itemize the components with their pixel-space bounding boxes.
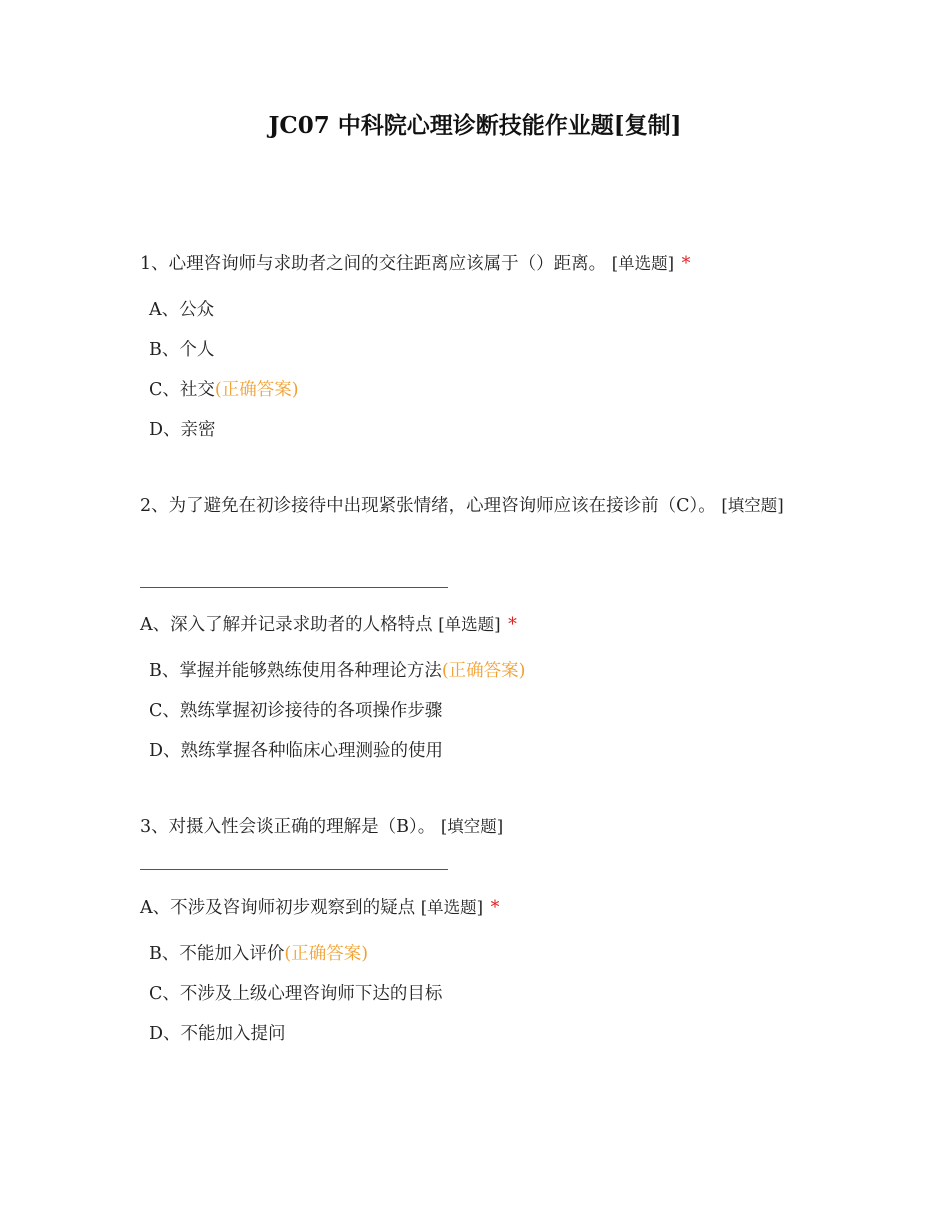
question-2b-text: A、深入了解并记录求助者的人格特点 bbox=[140, 615, 433, 635]
question-1 bbox=[140, 249, 812, 279]
question-1-option-a: A、公众 bbox=[149, 300, 215, 320]
question-2-answer-blank bbox=[140, 587, 448, 588]
question-2b-option-c: C、熟练掌握初诊接待的各项操作步骤 bbox=[149, 701, 443, 721]
question-1-type-tag: [单选题] bbox=[611, 254, 675, 273]
question-2 bbox=[140, 491, 812, 521]
required-mark: * bbox=[681, 254, 691, 274]
question-1-option-d: D、亲密 bbox=[149, 420, 216, 440]
required-mark: * bbox=[490, 898, 500, 918]
question-3b-option-b bbox=[149, 942, 368, 966]
question-2b bbox=[140, 610, 812, 640]
correct-answer-label: (正确答案) bbox=[284, 944, 369, 964]
question-3b bbox=[140, 893, 812, 923]
required-mark: * bbox=[508, 615, 517, 635]
question-3 bbox=[140, 812, 812, 842]
question-3b-type-tag: [单选题] bbox=[420, 898, 484, 917]
question-2b-option-b bbox=[149, 659, 526, 683]
correct-answer-label: (正确答案) bbox=[214, 380, 299, 400]
option-text: C、社交 bbox=[149, 380, 215, 400]
correct-answer-label: (正确答案) bbox=[441, 661, 526, 681]
question-2b-type-tag: [单选题] bbox=[438, 615, 501, 634]
question-3b-option-d: D、不能加入提问 bbox=[149, 1024, 286, 1044]
question-3-type-tag: [填空题] bbox=[440, 817, 504, 836]
question-1-text: 1、心理咨询师与求助者之间的交往距离应该属于（）距离。 bbox=[140, 254, 607, 274]
question-3-answer-blank bbox=[140, 869, 448, 870]
option-text: B、掌握并能够熟练使用各种理论方法 bbox=[149, 661, 442, 681]
option-text: B、不能加入评价 bbox=[149, 944, 285, 964]
question-2-text: 2、为了避免在初诊接待中出现紧张情绪，心理咨询师应该在接诊前（C）。 bbox=[140, 496, 716, 516]
question-3b-option-c: C、不涉及上级心理咨询师下达的目标 bbox=[149, 984, 443, 1004]
question-3-text: 3、对摄入性会谈正确的理解是（B）。 bbox=[140, 817, 436, 837]
question-2-type-tag: [填空题] bbox=[721, 496, 784, 515]
question-1-option-c bbox=[149, 378, 299, 402]
question-3b-text: A、不涉及咨询师初步观察到的疑点 bbox=[140, 898, 416, 918]
question-1-option-b: B、个人 bbox=[149, 340, 215, 360]
question-2b-option-d: D、熟练掌握各种临床心理测验的使用 bbox=[149, 741, 444, 761]
page-title: JC07 中科院心理诊断技能作业题[复制] bbox=[268, 112, 682, 139]
